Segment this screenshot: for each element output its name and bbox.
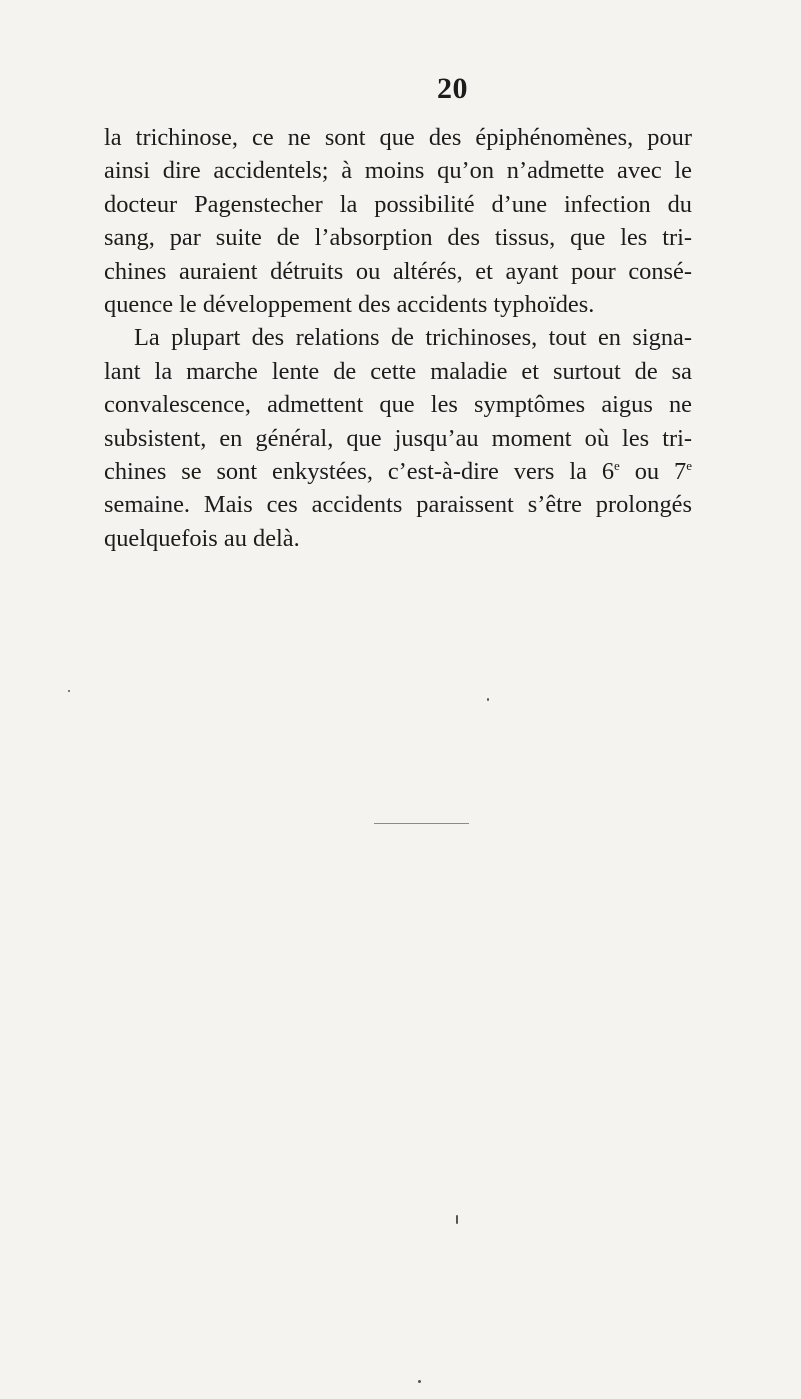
text-line: ainsi dire accidentels; à moins qu’on n’admette avec le	[104, 157, 692, 185]
text-line: quelquefois au delà.	[104, 524, 300, 552]
text-line: docteur Pagenstecher la possibilité d’une infection du	[104, 190, 692, 218]
text-line: la trichinose, ce ne sont que des épiphénomènes, pour	[104, 124, 692, 151]
text-line: subsistent, en général, que jusqu’au moment où les tri-	[104, 424, 692, 452]
separator-rule	[374, 823, 469, 824]
paper-speck	[68, 690, 70, 692]
superscript: e	[614, 457, 620, 473]
text-line: quence le développement des accidents typhoïdes.	[104, 291, 595, 319]
text-line-part: chines se sont enkystées, c’est-à-dire vers la 6	[104, 458, 615, 486]
text-line-with-superscripts	[104, 455, 692, 488]
body-text	[104, 121, 692, 555]
text-line: La plupart des relations de trichinoses, tout en signa-	[134, 324, 692, 352]
page-number: 20	[437, 72, 468, 105]
text-line: convalescence, admettent que les symptômes aigus ne	[104, 391, 692, 419]
paper-speck	[456, 1215, 458, 1224]
text-line: lant la marche lente de cette maladie et surtout de sa	[104, 357, 692, 385]
paper-speck	[487, 698, 489, 701]
superscript: e	[686, 457, 693, 473]
paper-speck	[418, 1380, 421, 1383]
text-line: sang, par suite de l’absorption des tissus, que les tri-	[104, 224, 692, 252]
text-line: semaine. Mais ces accidents paraissent s’être prolongés	[104, 491, 692, 519]
text-line: chines auraient détruits ou altérés, et ayant pour consé-	[104, 257, 692, 285]
text-line-part: ou 7	[619, 458, 687, 486]
